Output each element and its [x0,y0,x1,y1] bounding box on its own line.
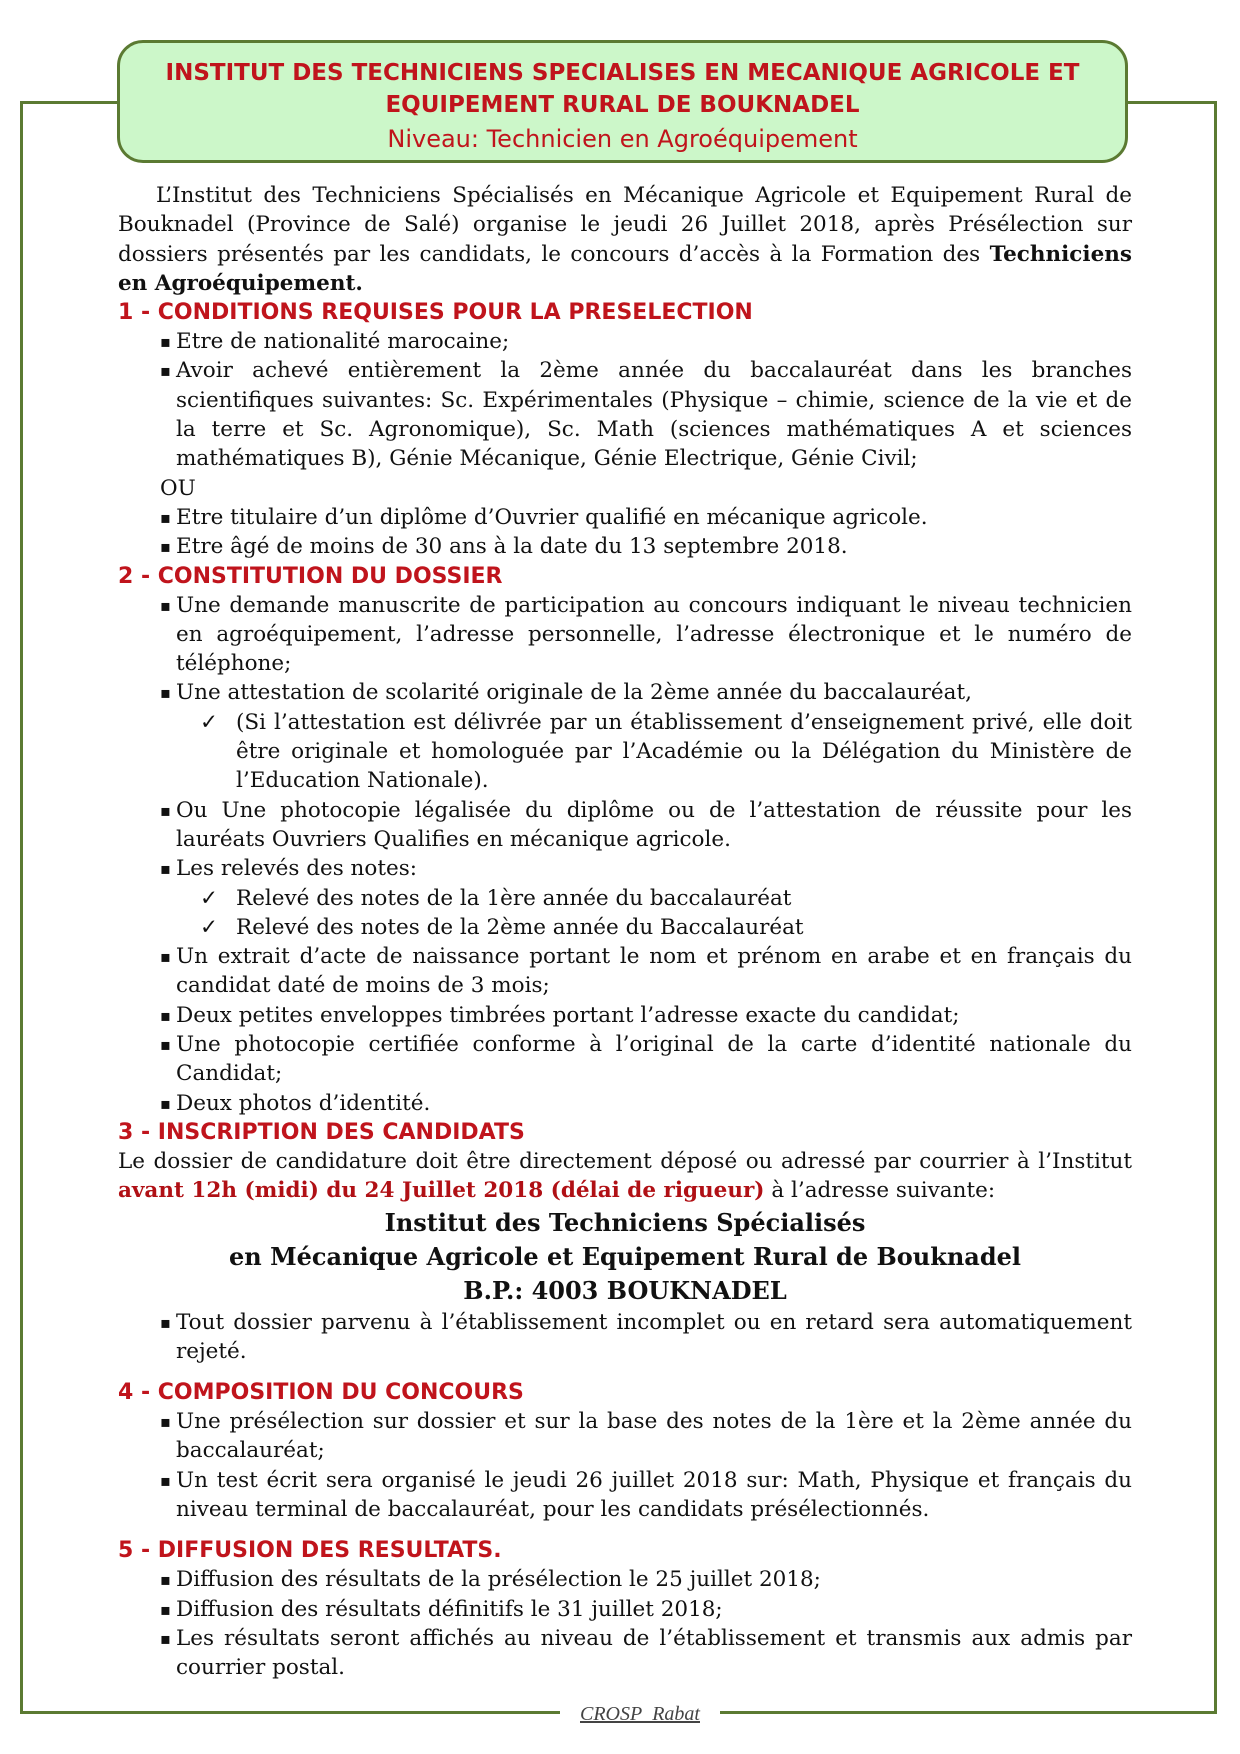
list-item: ▪ Un test écrit sera organisé le jeudi 26 juillet 2018 sur: Math, Physique et français du niveau terminal de baccalauréat, pour les candidats présélectionnés. [118,1466,1132,1525]
check-icon: ✓ [200,709,219,735]
institute-title [160,57,1085,121]
institute-title-line2: EQUIPEMENT RURAL DE BOUKNADEL [385,92,860,118]
section3-title: 3 - INSCRIPTION DES CANDIDATS [118,1119,525,1145]
section2-title: 2 - CONSTITUTION DU DOSSIER [118,563,503,589]
section1-list [118,327,1132,473]
list-item: ▪ Une photocopie certifiée conforme à l’original de la carte d’identité nationale du Candidat; [118,1030,1132,1089]
section4-list [118,1407,1132,1524]
list-item: ▪ Tout dossier parvenu à l’établissement incomplet ou en retard sera automatiquement rejeté. [118,1308,1132,1367]
list-item: ▪ Etre titulaire d’un diplôme d’Ouvrier qualifié en mécanique agricole. [118,503,1132,532]
check-icon: ✓ [200,885,219,911]
list-item: ▪ Une attestation de scolarité originale de la 2ème année du baccalauréat, [118,678,1132,707]
header-banner [117,40,1128,163]
section1-list-2 [118,503,1132,562]
intro-paragraph [118,181,1132,298]
section2-list [118,591,1132,1118]
list-item: ▪ Ou Une photocopie légalisée du diplôme ou de l’attestation de réussite pour les lauréats Ouvriers Qualifies en mécanique agricole. [118,796,1132,855]
address-line2: en Mécanique Agricole et Equipement Rural de Bouknadel [229,1241,1021,1271]
section5-title: 5 - DIFFUSION DES RESULTATS. [118,1538,502,1564]
address-line3: B.P.: 4003 BOUKNADEL [463,1275,787,1305]
section1-title: 1 - CONDITIONS REQUISES POUR LA PRESELECTION [118,300,753,326]
intro-text: L’Institut des Techniciens Spécialisés en Mécanique Agricole et Equipement Rural de Bouknadel (Province de Salé) organise le jeudi 26 Juillet 2018, après Présélection sur dossiers présentés par les candidats, le concours d’accès à la Formation des [118,183,1132,267]
list-item: ▪ Une demande manuscrite de participation au concours indiquant le niveau technicien en agroéquipement, l’adresse personnelle, l’adresse électronique et le numéro de téléphone; [118,591,1132,679]
spacer [118,1524,1132,1536]
document-body [118,181,1132,1682]
list-item: ▪ Diffusion des résultats de la présélection le 25 juillet 2018; [118,1565,1132,1594]
section4-title: 4 - COMPOSITION DU CONCOURS [118,1380,524,1406]
list-item: ▪ Etre âgé de moins de 30 ans à la date du 13 septembre 2018. [118,532,1132,561]
deadline-text: avant 12h (midi) du 24 Juillet 2018 (délai de rigueur) [118,1178,765,1204]
list-item: ▪ Deux photos d’identité. [118,1089,1132,1118]
spacer [118,1366,1132,1378]
list-item: ▪ Une présélection sur dossier et sur la base des notes de la 1ère et la 2ème année du baccalauréat; [118,1407,1132,1466]
checklist-item [118,913,1132,942]
intro-bold: Techniciens en Agroéquipement. [118,241,1132,296]
section3-text-a: Le dossier de candidature doit être directement déposé ou adressé par courrier à l’Institut [118,1148,1132,1174]
list-item: ▪ Les relevés des notes: [118,854,1132,883]
check-icon: ✓ [200,914,219,940]
or-label: OU [160,475,196,501]
list-item: ▪ Deux petites enveloppes timbrées portant l’adresse exacte du candidat; [118,1001,1132,1030]
checklist-text: (Si l’attestation est délivrée par un établissement d’enseignement privé, elle doit être originale et homologuée par l’Académie ou la Délégation du Ministère de l’Education Nationale). [236,709,1132,794]
checklist-text: Relevé des notes de la 2ème année du Baccalauréat [236,914,804,940]
section3-list [118,1308,1132,1367]
level-subtitle: Niveau: Technicien en Agroéquipement [387,125,858,153]
section3-text-b: à l’adresse suivante: [771,1178,996,1204]
list-item: ▪ Etre de nationalité marocaine; [118,327,1132,356]
list-item: ▪ Un extrait d’acte de naissance portant le nom et prénom en arabe et en français du candidat daté de moins de 3 mois; [118,942,1132,1001]
checklist-item [118,884,1132,913]
footer-signature: CROSP_Rabat [560,1700,720,1728]
address-line1: Institut des Techniciens Spécialisés [384,1207,866,1237]
checklist-text: Relevé des notes de la 1ère année du baccalauréat [236,885,792,911]
list-item: ▪ Avoir achevé entièrement la 2ème année du baccalauréat dans les branches scientifiques suivantes: Sc. Expérimentales (Physique – chimie, science de la vie et de la terre et Sc. Agronomique), Sc. Math (sciences mathématiques A et sciences mathématiques B), Génie Mécanique, Génie Electrique, Génie Civil; [118,356,1132,473]
list-item: ▪ Diffusion des résultats définitifs le 31 juillet 2018; [118,1595,1132,1624]
section3-paragraph [118,1147,1132,1206]
section5-list [118,1565,1132,1682]
list-item: ▪ Les résultats seront affichés au niveau de l’établissement et transmis aux admis par courrier postal. [118,1624,1132,1683]
checklist-item [118,708,1132,796]
institute-title-line1: INSTITUT DES TECHNICIENS SPECIALISES EN MECANIQUE AGRICOLE ET [165,60,1080,86]
